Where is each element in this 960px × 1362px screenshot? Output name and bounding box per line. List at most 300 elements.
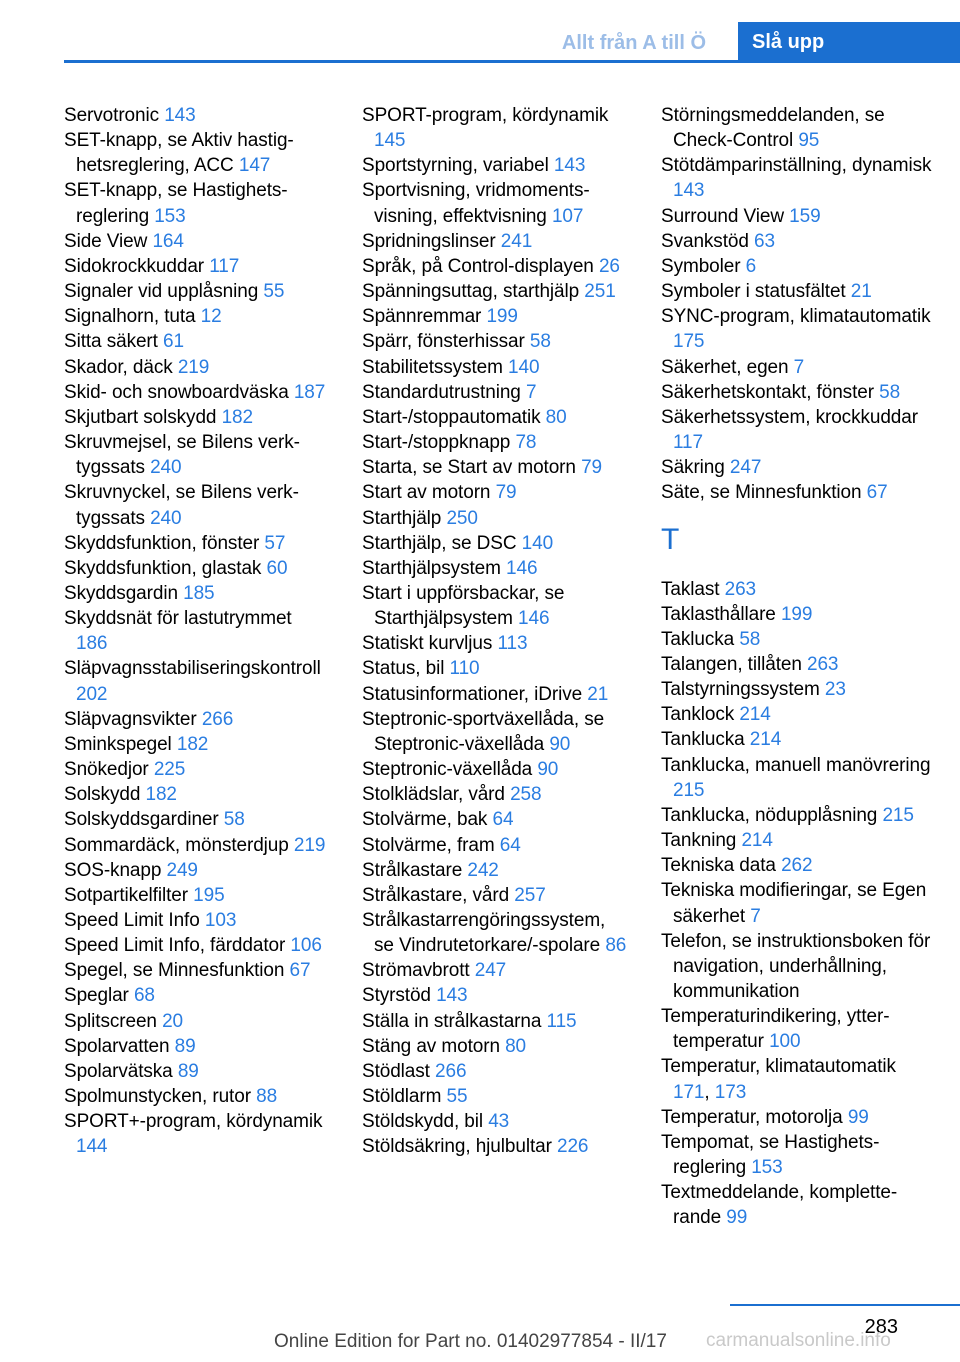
index-term: Släpvagnsvikter	[64, 708, 202, 730]
index-entry	[362, 506, 630, 531]
index-term: Skador, däck	[64, 356, 178, 378]
index-term: Tanklucka	[661, 729, 750, 751]
page-reference-link[interactable]: 159	[789, 205, 821, 227]
index-entry	[362, 329, 630, 354]
index-term: Strömavbrott	[362, 960, 475, 982]
index-term: Stolvärme, fram	[362, 834, 500, 856]
page-reference-link[interactable]: 79	[495, 482, 517, 504]
index-term: Textmeddelande, kompletterande	[661, 1182, 898, 1229]
page-reference-link[interactable]: 262	[781, 855, 813, 877]
index-entry	[362, 1109, 630, 1134]
index-term: Signaler vid upplåsning	[64, 281, 264, 303]
page-reference-link[interactable]: 57	[264, 532, 286, 554]
index-entry	[64, 1109, 328, 1159]
index-term: Taklasthållare	[661, 603, 781, 625]
index-entry	[661, 279, 933, 304]
index-term: Säkerhetskontakt, fönster	[661, 381, 880, 403]
index-entry	[64, 782, 328, 807]
page-reference-link[interactable]: 23	[824, 679, 846, 701]
index-entry	[661, 652, 933, 677]
page-reference-link[interactable]: 61	[163, 331, 184, 353]
index-entry	[64, 556, 328, 581]
index-entry	[64, 480, 328, 530]
page-reference-link[interactable]: 26	[598, 255, 620, 277]
index-term: Säkerhetssystem, krockkuddar	[661, 406, 918, 428]
page-reference-link[interactable]: 21	[850, 281, 872, 303]
page-reference-link[interactable]: 145	[374, 130, 406, 152]
page-reference-link[interactable]: 164	[152, 230, 184, 252]
index-entry	[362, 556, 630, 581]
index-term: SET-knapp, se Hastighetsreglering	[64, 180, 288, 227]
separator: ,	[704, 1081, 715, 1103]
index-term: Tekniska modifieringar, se Egen säkerhet	[661, 880, 927, 927]
page-reference-link[interactable]: 99	[847, 1106, 869, 1128]
index-term: Steptronic-sportväxellåda, se Steptronic-växellåda	[362, 708, 605, 755]
page-reference-link[interactable]: 80	[545, 406, 567, 428]
edition-note: Online Edition for Part no. 01402977854 - II/17	[274, 1331, 667, 1352]
index-term: Stöldlarm	[362, 1086, 447, 1108]
page-header	[0, 0, 960, 64]
index-term: Sommardäck, mönsterdjup	[64, 834, 294, 856]
index-entry	[362, 304, 630, 329]
page-reference-link[interactable]: 89	[174, 1035, 196, 1057]
index-entry	[362, 682, 630, 707]
index-entry	[362, 656, 630, 681]
index-entry	[362, 883, 630, 908]
index-term: Spolarvätska	[64, 1060, 178, 1082]
index-term: Stötdämparinställning, dynamisk	[661, 155, 932, 177]
index-entry	[64, 1034, 328, 1059]
index-entry	[64, 304, 328, 329]
index-term: Stolklädslar, vård	[362, 784, 511, 806]
index-entry	[661, 577, 933, 602]
index-entry	[64, 380, 328, 405]
index-entry	[661, 254, 933, 279]
index-entry	[362, 983, 630, 1008]
page-reference-link[interactable]: 214	[739, 704, 771, 726]
page-reference-link[interactable]: 144	[76, 1136, 108, 1158]
index-term: Skruvnyckel, se Bilens verktygssats	[64, 482, 299, 529]
page-reference-link[interactable]: 6	[745, 255, 757, 277]
index-term: Starthjälpsystem	[362, 557, 507, 579]
page-reference-link[interactable]: 182	[145, 784, 177, 806]
index-term: Tanklock	[661, 704, 740, 726]
page-reference-link[interactable]: 90	[537, 759, 559, 781]
page-reference-link[interactable]: 187	[293, 381, 326, 403]
index-term: Starthjälp	[362, 507, 447, 529]
index-entry	[64, 405, 328, 430]
index-term: Sminkspegel	[64, 733, 177, 755]
index-term: Spegel, se Minnesfunktion	[64, 960, 290, 982]
page-reference-link[interactable]: 263	[724, 578, 757, 600]
page-reference-link[interactable]: 86	[605, 935, 627, 957]
index-entry	[362, 807, 630, 832]
page-reference-link[interactable]: 95	[798, 130, 820, 152]
page-reference-link[interactable]: 63	[754, 230, 775, 252]
index-term: Tekniska data	[661, 855, 782, 877]
index-term: Sotpartikelfilter	[64, 884, 194, 906]
index-term: Status, bil	[362, 658, 450, 680]
page-reference-link[interactable]: 215	[673, 779, 705, 801]
index-entry	[64, 1059, 328, 1084]
index-entry	[64, 606, 328, 656]
index-entry	[661, 803, 933, 828]
page-reference-link[interactable]: 21	[587, 683, 609, 705]
page-reference-link[interactable]: 140	[508, 356, 540, 378]
index-term: Strålkastare	[362, 859, 468, 881]
index-entry	[661, 602, 933, 627]
page-reference-link[interactable]: 43	[488, 1111, 510, 1133]
index-entry	[362, 581, 630, 631]
page-reference-link[interactable]: 153	[751, 1157, 783, 1179]
page-reference-link[interactable]: 64	[492, 809, 514, 831]
page-reference-link[interactable]: 60	[266, 557, 288, 579]
index-entry	[362, 178, 630, 228]
index-entry	[64, 883, 328, 908]
index-entry	[362, 631, 630, 656]
index-term: SYNC-program, klimatautomatik	[661, 306, 931, 328]
index-entry	[661, 1105, 933, 1130]
index-entry	[661, 1054, 933, 1104]
index-entry	[661, 1180, 933, 1230]
index-entry	[661, 480, 933, 505]
page-reference-link[interactable]: 241	[500, 230, 533, 252]
index-term: Solskyddsgardiner	[64, 809, 224, 831]
index-entry	[661, 853, 933, 878]
page-reference-link[interactable]: 215	[882, 804, 914, 826]
page-reference-link[interactable]: 251	[584, 281, 616, 303]
index-entry	[661, 878, 933, 928]
index-term: Start av motorn	[362, 482, 496, 504]
index-term: Sidokrockkuddar	[64, 255, 210, 277]
page-reference-link[interactable]: 171	[673, 1081, 705, 1103]
index-entry	[64, 908, 328, 933]
page-reference-link[interactable]: 143	[436, 985, 468, 1007]
page-reference-link[interactable]: 242	[467, 859, 499, 881]
index-term: Surround View	[661, 205, 790, 227]
index-term: Speglar	[64, 985, 134, 1007]
page-reference-link[interactable]: 199	[780, 603, 813, 625]
index-term: Släpvagnsstabiliseringskontroll	[64, 658, 321, 680]
index-entry	[362, 858, 630, 883]
index-entry	[64, 128, 328, 178]
index-term: Symboler	[661, 255, 746, 277]
page-reference-link[interactable]: 67	[289, 960, 311, 982]
page-reference-link[interactable]: 140	[521, 532, 554, 554]
page-reference-link[interactable]: 67	[866, 482, 888, 504]
index-entry	[362, 1009, 630, 1034]
index-entry	[362, 1059, 630, 1084]
index-term: Spolarvatten	[64, 1035, 175, 1057]
index-entry	[362, 958, 630, 983]
page-reference-link[interactable]: 89	[177, 1060, 199, 1082]
index-entry	[64, 103, 328, 128]
page-reference-link[interactable]: 58	[223, 809, 245, 831]
index-entry	[362, 833, 630, 858]
index-term: SET-knapp, se Aktiv hastighetsreglering, ACC	[64, 130, 294, 177]
index-entry	[64, 430, 328, 480]
index-term: Språk, på Control-displayen	[362, 255, 599, 277]
page-reference-link[interactable]: 266	[435, 1060, 467, 1082]
index-entry	[362, 254, 630, 279]
page-reference-link[interactable]: 240	[150, 507, 182, 529]
index-term: Skjutbart solskydd	[64, 406, 222, 428]
index-term: Symboler i statusfältet	[661, 281, 851, 303]
index-entry	[362, 279, 630, 304]
index-entry	[661, 405, 933, 455]
index-entry	[661, 204, 933, 229]
index-entry	[661, 677, 933, 702]
index-term: Strålkastare, vård	[362, 884, 515, 906]
index-term: Starta, se Start av motorn	[362, 457, 582, 479]
page-reference-link[interactable]: 78	[515, 432, 537, 454]
index-term: Splitscreen	[64, 1010, 163, 1032]
index-term: Start i uppförsbackar, se Starthjälpsystem	[362, 582, 565, 630]
index-entry	[362, 531, 630, 556]
index-entry	[362, 455, 630, 480]
page-reference-link[interactable]: 7	[793, 356, 805, 378]
index-entry	[64, 757, 328, 782]
index-term: Ställa in strålkastarna	[362, 1010, 547, 1032]
index-term: Steptronic-växellåda	[362, 759, 538, 781]
index-entry	[362, 757, 630, 782]
index-entry	[362, 1034, 630, 1059]
index-term: Talangen, tillåten	[661, 653, 807, 675]
page-reference-link[interactable]: 263	[806, 653, 839, 675]
index-term: Taklast	[661, 578, 725, 600]
index-term: Spolmunstycken, rutor	[64, 1086, 257, 1108]
index-term: Start-/stoppknapp	[362, 432, 516, 454]
index-entry	[362, 1084, 630, 1109]
page-reference-link[interactable]: 219	[293, 834, 326, 856]
index-entry	[362, 707, 630, 757]
index-term: Strålkastarrengöringssystem, se Vindrutetorkare/-spolare	[362, 910, 606, 957]
page-reference-link[interactable]: 7	[525, 381, 537, 403]
index-term: Spärr, fönsterhissar	[362, 331, 530, 353]
page-reference-link[interactable]: 100	[769, 1031, 801, 1053]
page-reference-link[interactable]: 182	[221, 406, 253, 428]
index-term: Stolvärme, bak	[362, 809, 493, 831]
index-term: Statusinformationer, iDrive	[362, 683, 588, 705]
page-reference-link[interactable]: 103	[204, 910, 237, 931]
index-term: Stöldskydd, bil	[362, 1111, 489, 1133]
index-term: Stabilitetssystem	[362, 356, 509, 378]
page-reference-link[interactable]: 12	[200, 306, 222, 328]
page-reference-link[interactable]: 143	[553, 155, 586, 177]
index-entry	[362, 103, 630, 153]
index-entry	[661, 304, 933, 354]
index-entry	[661, 1130, 933, 1180]
page-reference-link[interactable]: 64	[499, 834, 521, 856]
page-reference-link[interactable]: 58	[739, 628, 761, 650]
page-reference-link[interactable]: 146	[506, 557, 538, 579]
index-term: Signalhorn, tuta	[64, 306, 201, 328]
page-reference-link[interactable]: 58	[529, 331, 551, 353]
page-reference-link[interactable]: 55	[263, 281, 285, 303]
page-reference-link[interactable]: 99	[726, 1207, 748, 1229]
index-entry	[64, 933, 328, 958]
watermark: carmanualsonline.info	[706, 1330, 891, 1351]
index-term: Sportvisning, vridmomentsvisning, effektvisning	[362, 180, 590, 227]
page-reference-link[interactable]: 186	[76, 633, 108, 655]
index-entry	[362, 908, 630, 958]
page-reference-link[interactable]: 20	[162, 1010, 184, 1032]
page-reference-link[interactable]: 199	[486, 306, 518, 328]
page-reference-link[interactable]: 182	[176, 733, 209, 755]
page-reference-link[interactable]: 195	[193, 884, 225, 906]
page-reference-link[interactable]: 257	[514, 884, 546, 906]
index-entry	[64, 254, 328, 279]
index-entry	[362, 1134, 630, 1159]
index-term: Snökedjor	[64, 759, 154, 781]
index-entry	[362, 380, 630, 405]
page-reference-link[interactable]: 226	[557, 1136, 589, 1158]
index-column-3	[661, 103, 933, 1231]
index-term: Skyddsfunktion, glastak	[64, 557, 267, 579]
index-entry	[362, 229, 630, 254]
index-term: SOS-knapp	[64, 859, 167, 881]
index-term: Styrstöd	[362, 985, 437, 1007]
index-entry	[661, 929, 933, 1004]
index-entry	[661, 229, 933, 254]
page-reference-link[interactable]: 175	[673, 331, 705, 353]
page-reference-link[interactable]: 240	[150, 457, 182, 479]
index-entry	[661, 702, 933, 727]
index-entry	[64, 656, 328, 706]
index-term: Standardutrustning	[362, 381, 526, 403]
index-term: SPORT-program, kördynamik	[362, 105, 609, 126]
page-reference-link[interactable]: 113	[497, 633, 528, 655]
index-entry	[362, 405, 630, 430]
index-entry	[64, 833, 328, 858]
page-reference-link[interactable]: 110	[449, 658, 480, 680]
page-reference-link[interactable]: 58	[879, 381, 901, 403]
page-reference-link[interactable]: 219	[177, 356, 210, 378]
index-term: Störningsmeddelanden, se Check-Control	[661, 105, 885, 152]
index-term: Talstyrningssystem	[661, 679, 825, 701]
index-term: Skyddsfunktion, fönster	[64, 532, 265, 554]
index-entry	[661, 380, 933, 405]
index-entry	[64, 329, 328, 354]
index-column-2	[362, 103, 630, 1160]
index-term: Svankstöd	[661, 230, 754, 252]
index-entry	[661, 727, 933, 752]
index-entry	[362, 153, 630, 178]
page-reference-link[interactable]: 225	[153, 759, 186, 781]
header-rule	[64, 60, 960, 63]
index-term: Statiskt kurvljus	[362, 633, 498, 655]
page-reference-link[interactable]: 214	[749, 729, 782, 751]
index-entry	[64, 983, 328, 1008]
index-entry	[64, 732, 328, 757]
page-reference-link[interactable]: 266	[201, 708, 234, 730]
page-reference-link[interactable]: 106	[290, 935, 322, 957]
index-entry	[661, 828, 933, 853]
index-entry	[661, 1004, 933, 1054]
index-entry	[64, 858, 328, 883]
index-term: Taklucka	[661, 628, 740, 650]
index-letter-heading: T	[661, 522, 680, 556]
page-reference-link[interactable]: 107	[551, 205, 584, 227]
index-term: Tempomat, se Hastighetsreglering	[661, 1131, 880, 1179]
page-reference-link[interactable]: 117	[209, 255, 240, 277]
index-entry	[362, 430, 630, 455]
index-term: Servotronic	[64, 105, 165, 126]
page-reference-link[interactable]: 80	[505, 1035, 527, 1057]
page-reference-link[interactable]: 68	[133, 985, 155, 1007]
index-term: Tanklucka, manuell manövrering	[661, 754, 931, 776]
page-reference-link[interactable]: 153	[154, 205, 186, 227]
index-term: Säkerhet, egen	[661, 356, 794, 378]
page-reference-link[interactable]: 249	[166, 859, 198, 881]
index-entry	[64, 1084, 328, 1109]
page-reference-link[interactable]: 143	[164, 105, 196, 126]
page-reference-link[interactable]: 250	[446, 507, 478, 529]
footer-rule	[730, 1304, 960, 1306]
index-term: Spänningsuttag, starthjälp	[362, 281, 585, 303]
page-reference-link[interactable]: 214	[741, 830, 773, 852]
index-entry	[64, 958, 328, 983]
index-entry	[64, 229, 328, 254]
index-term: Stöldsäkring, hjulbultar	[362, 1136, 557, 1158]
page-reference-link[interactable]: 147	[238, 155, 271, 177]
page-reference-link[interactable]: 202	[76, 683, 108, 705]
index-term: Skyddsnät för lastutrymmet	[64, 608, 292, 630]
page-reference-link[interactable]: 185	[183, 582, 215, 604]
index-term: Start-/stoppautomatik	[362, 406, 546, 428]
index-entry	[661, 355, 933, 380]
index-term: Starthjälp, se DSC	[362, 532, 522, 554]
page-reference-link[interactable]: 247	[474, 960, 507, 982]
page-reference-link[interactable]: 247	[729, 457, 762, 479]
page-reference-link[interactable]: 143	[673, 180, 705, 202]
page-reference-link[interactable]: 173	[714, 1081, 747, 1103]
index-term: Sportstyrning, variabel	[362, 155, 554, 177]
index-entry	[661, 153, 933, 203]
index-term: Speed Limit Info	[64, 910, 205, 931]
index-entry	[64, 178, 328, 228]
page-reference-link[interactable]: 88	[256, 1086, 278, 1108]
index-term: SPORT+-program, kördynamik	[64, 1111, 323, 1133]
index-entry	[64, 355, 328, 380]
index-column-1	[64, 103, 328, 1160]
index-term: Temperatur, motorolja	[661, 1106, 848, 1128]
index-term: Säkring	[661, 457, 730, 479]
index-entry	[362, 355, 630, 380]
page-reference-link[interactable]: 79	[581, 457, 602, 479]
index-entry	[362, 480, 630, 505]
page-reference-link[interactable]: 146	[518, 608, 550, 630]
page-reference-link[interactable]: 117	[673, 432, 703, 454]
index-term: Spännremmar	[362, 306, 487, 328]
page-reference-link[interactable]: 258	[510, 784, 542, 806]
index-term: Säte, se Minnesfunktion	[661, 482, 867, 504]
index-term: Telefon, se instruktionsboken för navigation, underhållning, kommunikation	[661, 930, 931, 1002]
index-term: Sitta säkert	[64, 331, 164, 353]
index-entry	[64, 581, 328, 606]
index-entry	[661, 455, 933, 480]
index-term: Skid- och snowboardväska	[64, 381, 294, 403]
index-term: Skruvmejsel, se Bilens verktygssats	[64, 432, 300, 479]
page-reference-link[interactable]: 90	[549, 733, 571, 755]
page-reference-link[interactable]: 7	[750, 905, 761, 927]
index-term: Temperatur, klimatautomatik	[661, 1056, 896, 1078]
page-reference-link[interactable]: 115	[546, 1010, 577, 1032]
page-reference-link[interactable]: 55	[446, 1086, 468, 1108]
section-title: Allt från A till Ö	[561, 32, 706, 54]
index-entry	[661, 627, 933, 652]
index-entry	[64, 531, 328, 556]
